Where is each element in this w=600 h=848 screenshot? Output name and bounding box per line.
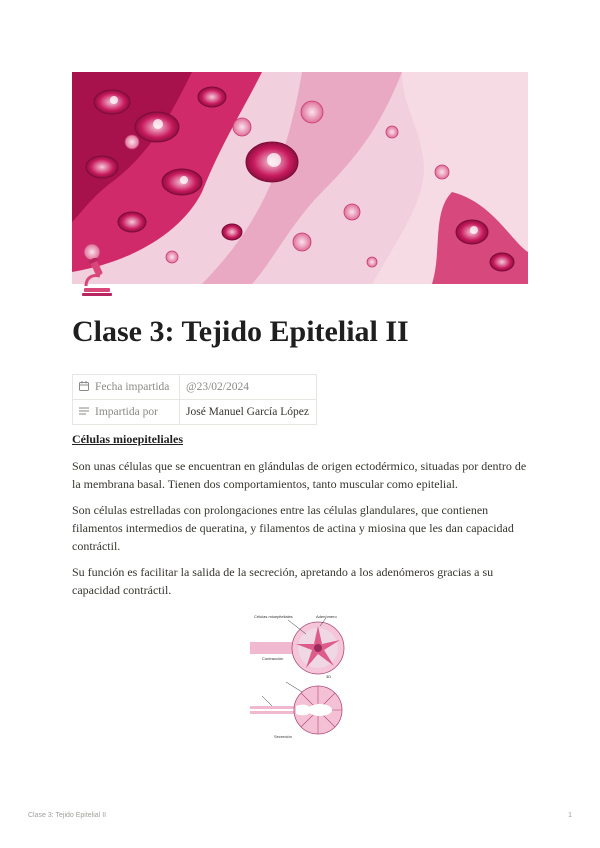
properties-table [72,374,317,425]
property-key [73,400,180,425]
property-key [73,375,180,400]
text-lines-icon [79,406,90,419]
paragraph: Su función es facilitar la salida de la secreción, apretando a los adenómeros gracias a su capacidad contráctil. [72,565,494,597]
property-row-date[interactable] [73,375,317,400]
microscope-icon [80,258,114,298]
paragraph: Son células estrelladas con prolongaciones entre las células glandulares, que contienen filamentos intermedios de queratina, y filamentos de actina y miosina que les dan capacidad contráctil. [72,503,514,553]
page-content [72,430,530,607]
paragraph: Son unas células que se encuentran en glándulas de origen ectodérmico, situadas por dentro de la membrana basal. Tienen dos comportamientos, tanto muscular como epitelial. [72,459,527,491]
property-value-date[interactable]: @23/02/2024 [180,375,317,400]
property-value-teacher[interactable]: José Manuel García López [180,400,317,425]
calendar-icon [79,381,90,394]
footer-title: Clase 3: Tejido Epitelial II [28,812,107,819]
figure-label-contraction: Contracción [262,656,284,661]
figure-label-3d: 3D [326,674,332,679]
section-heading: Células mioepiteliales [72,432,183,446]
property-label: Impartida por [95,405,158,418]
page-number: 1 [568,812,572,819]
figure-label-secretion: Secreción [274,734,292,739]
figure-label-adenomere: Adenómero [316,614,337,619]
myoepithelial-figure [250,612,356,742]
cover-image [72,72,528,284]
property-label: Fecha impartida [95,380,170,393]
page-title: Clase 3: Tejido Epitelial II [72,315,409,348]
property-row-teacher[interactable] [73,400,317,425]
figure-label-cells: Células mioepiteliales [254,614,293,619]
